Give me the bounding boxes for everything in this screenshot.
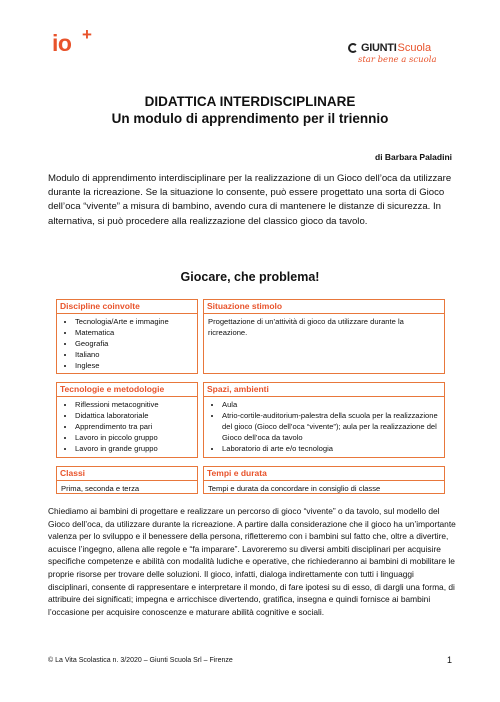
page-subtitle: Un modulo di apprendimento per il triennio [111,111,389,126]
brand-tagline: star bene a scuola [358,55,437,65]
list-item: • Matematica [75,327,193,338]
intro-paragraph: Modulo di apprendimento interdisciplinare per la realizzazione di un Gioco dell’oca da utilizzare durante la ricreazione. Se la situazione lo consente, può essere progettato una sorta di Gioco dell’oca “vivente” a misura di bambino, avendo cura di mantenere le distanze di sicurezza. In alternativa, si può procedere alla realizzazione del classico gioco da tavolo. [48,173,452,227]
discipline-list [61,316,193,371]
list-item: • Didattica laboratoriale [75,410,193,421]
io-logo-text: io [52,30,72,56]
list-item: • Lavoro in grande gruppo [75,443,193,454]
box-tecnologie [56,382,198,458]
author: di Barbara Paladini [375,152,452,162]
box-tempi [203,466,445,494]
body-paragraph: Chiediamo ai bambini di progettare e realizzare un percorso di gioco “vivente” o da tavolo, sul modello del Gioco dell’oca, da utilizzare durante la ricreazione. A partire dalla considerazione che il gioco ha un’importante valenza per lo sviluppo e il benessere della persona, rifletteremo con i bambini sul fatto che, oltre a divertire, acuisce l’ingegno, allena alle regole e “fa imparare”. Lavoreremo su diversi ambiti disciplinari per acquisire specifiche competenze e abilità con modalità ludiche e operative, che richiederanno ai bambini di mobilitare le proprie risorse per trovare delle soluzioni. Il gioco, infatti, dialoga indirettamente con tutti i linguaggi disciplinari, consente di rappresentare e interpretare il mondo, di fare ipotesi su di esso, di dargli una forma, di attribuire dei significati; impegna e arricchisce divertendo, gratifica, insegna e quindi fornisce ai bambini l’occasione per acquisire conoscenze e maturare abilità cognitive e sociali. [48,506,456,617]
box-text: Tempi e durata da concordare in consiglio di classe [208,484,381,493]
box-title: Classi [57,467,197,481]
box-text: Prima, seconda e terza [61,484,140,493]
footer-copyright: © La Vita Scolastica n. 3/2020 – Giunti Scuola Srl – Firenze [48,657,233,664]
box-text: Progettazione di un’attività di gioco da utilizzare durante la ricreazione. [208,317,404,337]
list-item: • Tecnologia/Arte e immagine [75,316,193,327]
list-item: • Geografia [75,338,193,349]
giunti-brand: GIUNTI [361,42,397,54]
giunti-g-icon [348,43,358,53]
box-title: Spazi, ambienti [204,383,444,397]
list-item: • Italiano [75,349,193,360]
box-title: Discipline coinvolte [57,300,197,314]
box-discipline [56,299,198,374]
box-title: Tecnologie e metodologie [57,383,197,397]
page-title: DIDATTICA INTERDISCIPLINARE [144,94,356,109]
box-title: Tempi e durata [204,467,444,481]
scuola-brand: Scuola [397,42,432,54]
box-situazione [203,299,445,374]
list-item: • Riflessioni metacognitive [75,399,193,410]
box-spazi [203,382,445,458]
list-item: • Inglese [75,360,193,371]
list-item: • Apprendimento tra pari [75,421,193,432]
plus-icon: + [82,25,92,44]
list-item: • Laboratorio di arte e/o tecnologia [222,443,440,454]
section-title: Giocare, che problema! [180,270,320,284]
box-title: Situazione stimolo [204,300,444,314]
page-number: 1 [446,655,452,665]
tecnologie-list [61,399,193,454]
list-item: • Atrio-cortile-auditorium-palestra della scuola per la realizzazione del gioco (Gioco dell’oca “vivente”); aula per la realizzazione del Gioco dell’oca da tavolo [222,410,440,443]
box-classi [56,466,198,494]
giunti-scuola-logo [348,42,452,65]
list-item: • Lavoro in piccolo gruppo [75,432,193,443]
spazi-list [208,399,440,454]
io-logo [52,25,92,56]
list-item: • Aula [222,399,440,410]
